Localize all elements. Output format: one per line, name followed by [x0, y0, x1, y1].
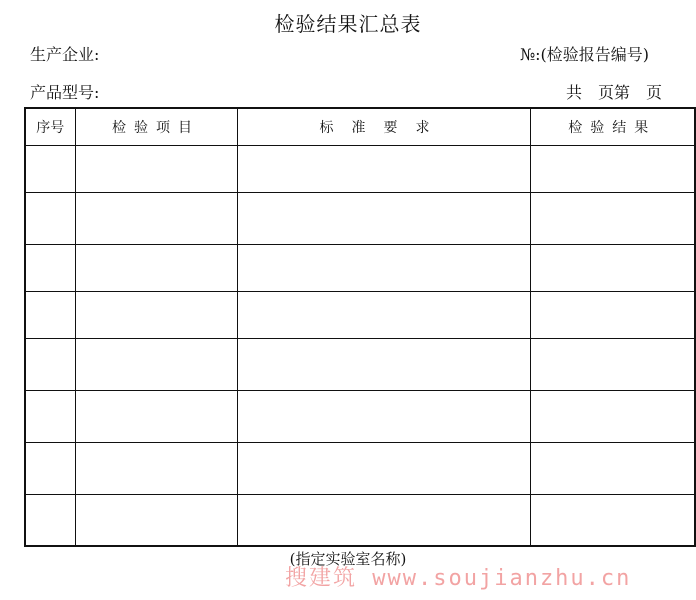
table-row — [25, 391, 695, 443]
table-row — [25, 495, 695, 547]
cell-standard-requirement — [237, 193, 530, 245]
cell-standard-requirement — [237, 245, 530, 292]
table-row — [25, 339, 695, 391]
table-row — [25, 193, 695, 245]
cell-inspection-result — [530, 245, 695, 292]
cell-serial-no — [25, 193, 75, 245]
cell-standard-requirement — [237, 495, 530, 547]
header-inspection-item: 检验项目 — [75, 108, 237, 146]
product-model-label: 产品型号: — [30, 83, 100, 102]
page-indicator: 共 页第 页 — [566, 83, 663, 102]
results-table — [24, 107, 696, 547]
cell-standard-requirement — [237, 339, 530, 391]
designated-lab-name-note: (指定实验室名称) — [289, 550, 407, 568]
table-header-row — [25, 108, 695, 146]
table-row — [25, 245, 695, 292]
cell-inspection-result — [530, 146, 695, 193]
cell-serial-no — [25, 443, 75, 495]
cell-inspection-item — [75, 391, 237, 443]
cell-inspection-item — [75, 193, 237, 245]
cell-inspection-result — [530, 292, 695, 339]
manufacturer-label: 生产企业: — [30, 45, 100, 64]
table-row — [25, 292, 695, 339]
cell-serial-no — [25, 391, 75, 443]
table-row — [25, 146, 695, 193]
header-serial-no: 序号 — [25, 108, 75, 146]
cell-inspection-item — [75, 245, 237, 292]
cell-inspection-item — [75, 292, 237, 339]
cell-inspection-result — [530, 495, 695, 547]
cell-serial-no — [25, 146, 75, 193]
cell-standard-requirement — [237, 391, 530, 443]
cell-inspection-result — [530, 391, 695, 443]
cell-inspection-result — [530, 339, 695, 391]
cell-inspection-item — [75, 495, 237, 547]
cell-inspection-item — [75, 146, 237, 193]
header-inspection-result: 检验结果 — [530, 108, 695, 146]
header-standard-requirement: 标准要求 — [237, 108, 530, 146]
cell-inspection-item — [75, 339, 237, 391]
cell-inspection-result — [530, 193, 695, 245]
cell-standard-requirement — [237, 146, 530, 193]
watermark: 搜建筑 www.soujianzhu.cn — [285, 566, 632, 591]
cell-serial-no — [25, 245, 75, 292]
report-number-label: №:(检验报告编号) — [520, 45, 650, 64]
cell-serial-no — [25, 292, 75, 339]
cell-inspection-result — [530, 443, 695, 495]
table-row — [25, 443, 695, 495]
cell-inspection-item — [75, 443, 237, 495]
cell-serial-no — [25, 495, 75, 547]
cell-serial-no — [25, 339, 75, 391]
cell-standard-requirement — [237, 443, 530, 495]
page-title: 检验结果汇总表 — [274, 12, 422, 36]
cell-standard-requirement — [237, 292, 530, 339]
